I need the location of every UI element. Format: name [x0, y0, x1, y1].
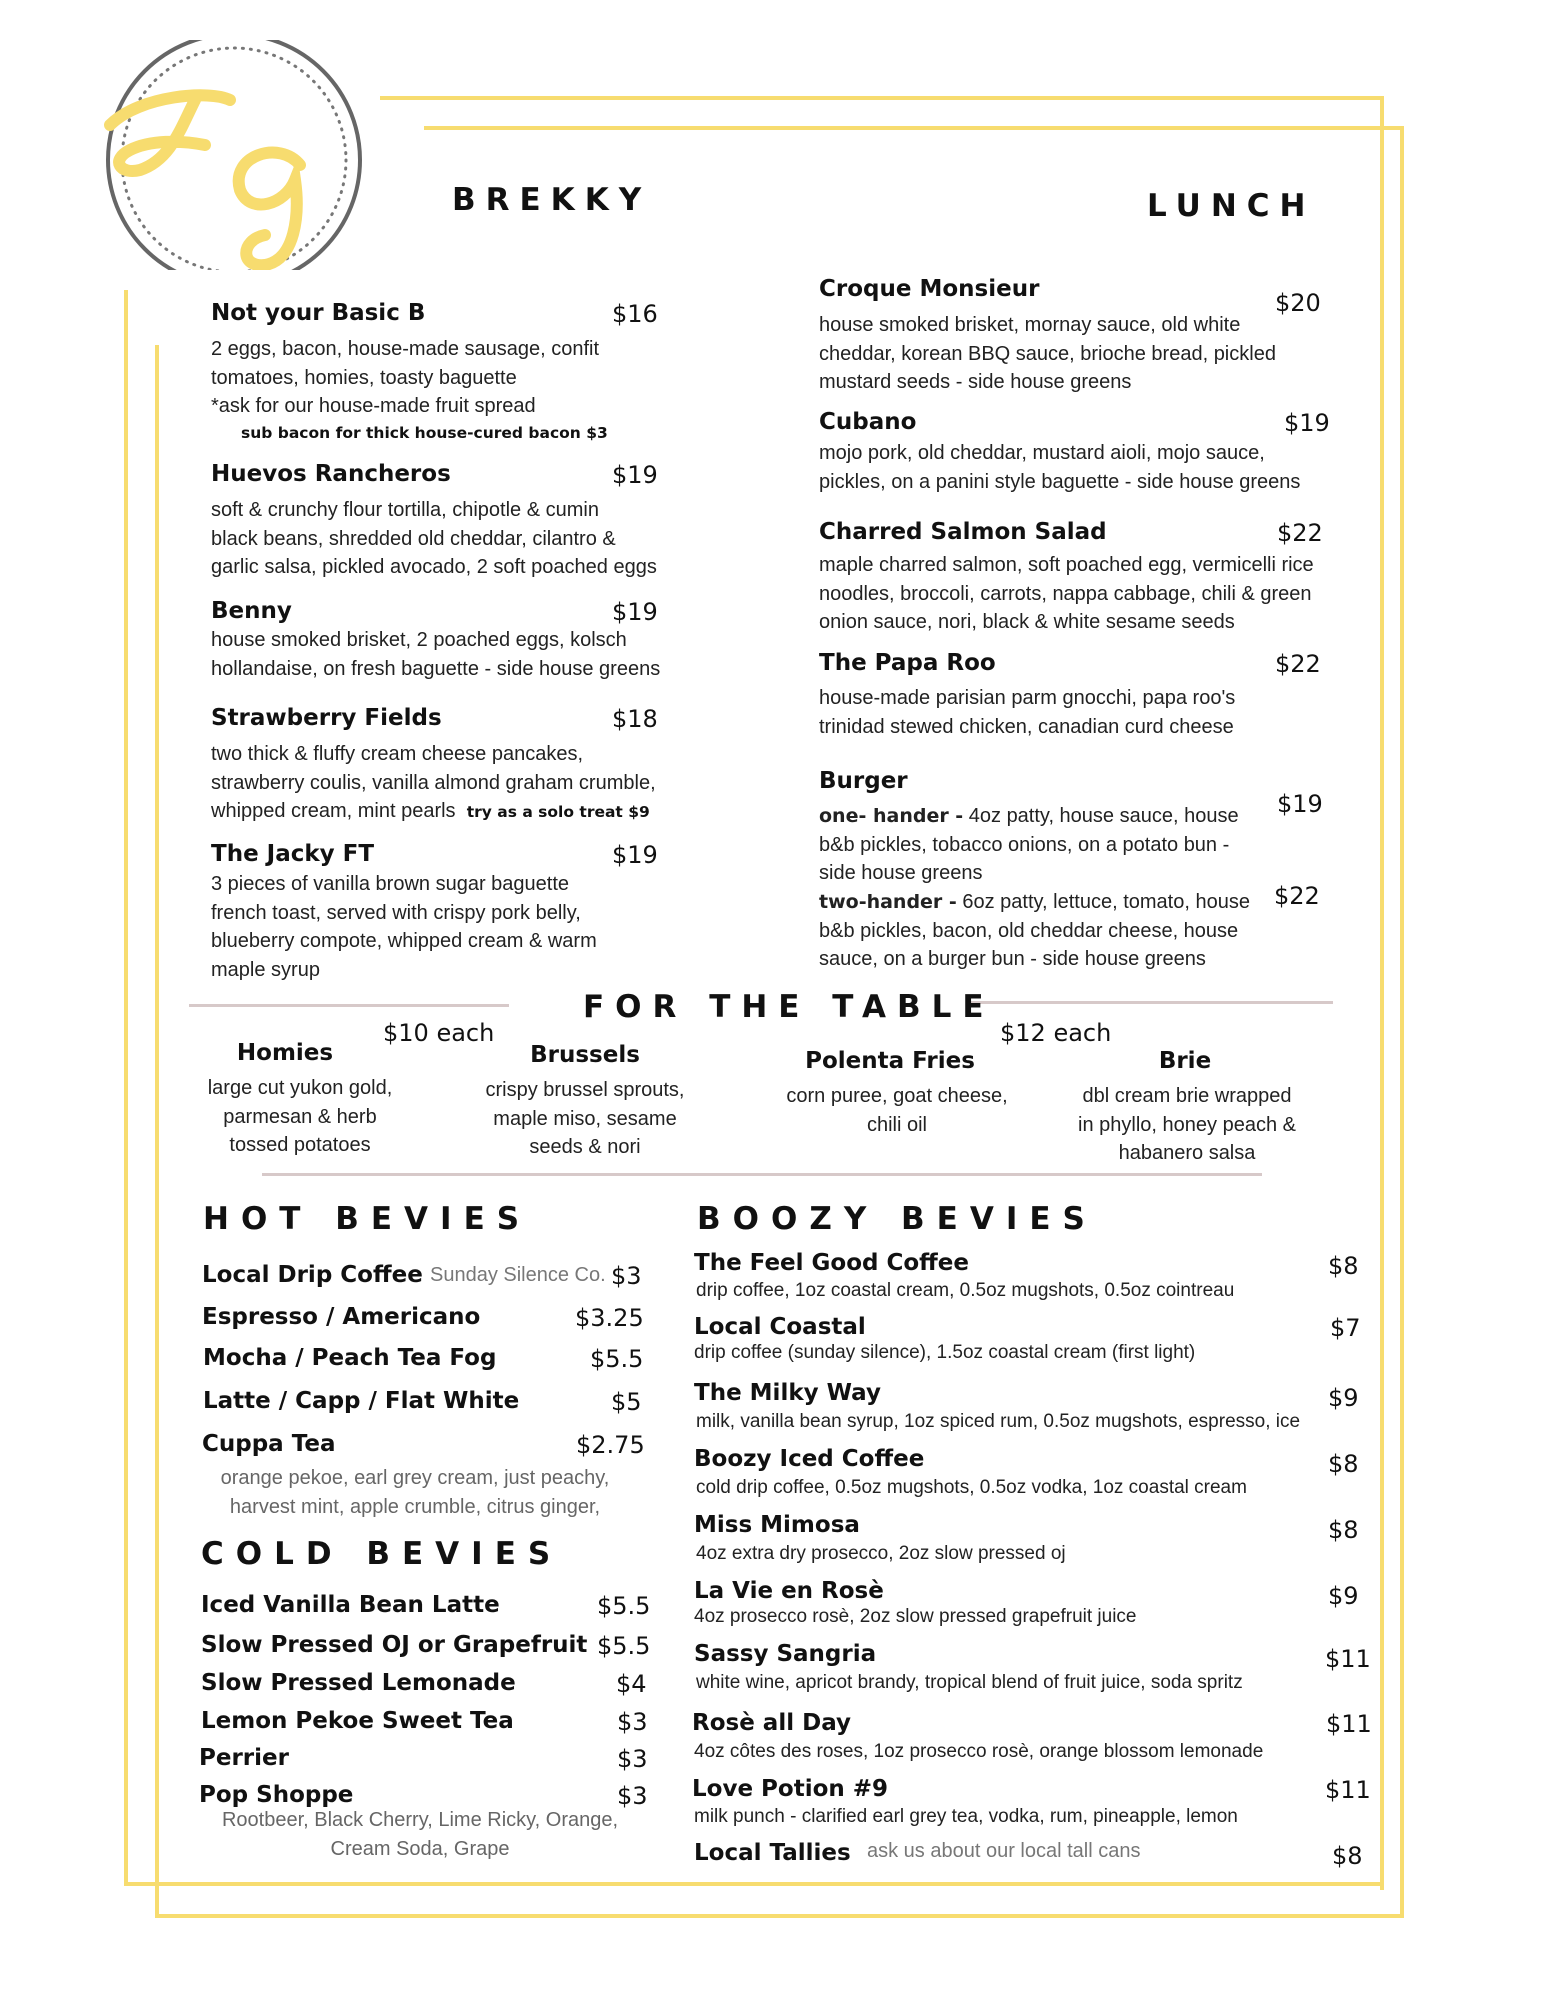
- boozy-item-price: $9: [1328, 1582, 1359, 1610]
- brekky-item-desc: 3 pieces of vanilla brown sugar baguette french toast, served with crispy pork belly, blueberry compote, whipped cream & warm maple syrup: [211, 873, 597, 981]
- burger-one-label: one- hander -: [819, 805, 964, 827]
- cold-item-price: $5.5: [597, 1592, 651, 1620]
- brekky-item-note: sub bacon for thick house-cured bacon $3: [241, 424, 608, 442]
- boozy-item-price: $8: [1332, 1842, 1363, 1870]
- boozy-item-name: Local Tallies: [694, 1840, 851, 1866]
- table-item-desc: large cut yukon gold, parmesan & herb tossed potatoes: [207, 1077, 393, 1156]
- burger-two-desc: two-hander - 6oz patty, lettuce, tomato, house b&b pickles, bacon, old cheddar cheese, house sauce, on a burger bun - side house greens: [819, 891, 1250, 970]
- table-price-right: $12 each: [1000, 1019, 1112, 1047]
- boozy-item-name: Sassy Sangria: [694, 1641, 877, 1667]
- lunch-item-price: $22: [1275, 650, 1321, 678]
- cold-item-price: $4: [616, 1670, 647, 1698]
- divider-bottom: [262, 1173, 1262, 1176]
- brekky-item-desc: house smoked brisket, 2 poached eggs, kolsch hollandaise, on fresh baguette - side house greens: [211, 629, 661, 680]
- cold-item-price: $5.5: [597, 1632, 651, 1660]
- hot-item-name: Cuppa Tea: [202, 1431, 336, 1457]
- lunch-title: LUNCH: [1147, 188, 1316, 224]
- brekky-item-price: $18: [612, 705, 658, 733]
- hot-item-price: $3: [611, 1262, 642, 1290]
- hot-item-price: $2.75: [576, 1431, 645, 1459]
- divider-right: [968, 1001, 1333, 1004]
- burger-one-desc: one- hander - 4oz patty, house sauce, house b&b pickles, tobacco onions, on a potato bun - side house greens: [819, 805, 1239, 884]
- cold-item-name: Pop Shoppe: [199, 1782, 354, 1808]
- boozy-item-desc: 4oz extra dry prosecco, 2oz slow pressed oj: [696, 1543, 1066, 1564]
- lunch-item-name: Burger: [819, 768, 908, 794]
- hot-item-price: $5: [611, 1388, 642, 1416]
- boozy-item-desc: 4oz côtes des roses, 1oz prosecco rosè, orange blossom lemonade: [694, 1741, 1264, 1762]
- hot-item-name: Latte / Capp / Flat White: [203, 1388, 520, 1414]
- cold-item-name: Slow Pressed Lemonade: [201, 1670, 516, 1696]
- table-item-name: Polenta Fries: [805, 1048, 975, 1074]
- boozy-item-name: The Milky Way: [694, 1380, 881, 1406]
- brekky-item-price: $16: [612, 300, 658, 328]
- boozy-item-price: $8: [1328, 1516, 1359, 1544]
- hot-item-price: $5.5: [590, 1345, 644, 1373]
- frame-left-line-inner: [155, 345, 159, 1917]
- brekky-item-name: Not your Basic B: [211, 300, 426, 326]
- boozy-item-desc: milk, vanilla bean syrup, 1oz spiced rum, 0.5oz mugshots, espresso, ice: [696, 1411, 1301, 1432]
- cold-title: COLD BEVIES: [201, 1536, 563, 1572]
- fg-logo: [100, 40, 370, 270]
- table-item-desc: dbl cream brie wrapped in phyllo, honey peach & habanero salsa: [1078, 1085, 1296, 1164]
- divider-left: [189, 1004, 509, 1007]
- lunch-item-name: Charred Salmon Salad: [819, 519, 1107, 545]
- lunch-item-name: The Papa Roo: [819, 650, 996, 676]
- lunch-item-desc: house smoked brisket, mornay sauce, old white cheddar, korean BBQ sauce, brioche bread, pickled mustard seeds - side house greens: [819, 314, 1276, 393]
- table-item-desc: crispy brussel sprouts, maple miso, sesame seeds & nori: [485, 1079, 685, 1158]
- cold-item-price: $3: [617, 1782, 648, 1810]
- lunch-item-name: Cubano: [819, 409, 917, 435]
- table-item-name: Brie: [1158, 1048, 1212, 1074]
- burger-two-label: two-hander -: [819, 891, 957, 913]
- brekky-item-name: The Jacky FT: [211, 841, 375, 867]
- boozy-item-name: La Vie en Rosè: [694, 1578, 884, 1604]
- hot-item-name: Mocha / Peach Tea Fog: [203, 1345, 497, 1371]
- brekky-item-name: Huevos Rancheros: [211, 461, 451, 487]
- table-item-name: Brussels: [530, 1042, 640, 1068]
- burger-one-price: $19: [1277, 790, 1323, 818]
- boozy-item-desc: 4oz prosecco rosè, 2oz slow pressed grapefruit juice: [694, 1606, 1137, 1627]
- lunch-item-price: $19: [1284, 409, 1330, 437]
- boozy-item-name: Boozy Iced Coffee: [694, 1446, 925, 1472]
- brekky-item-price: $19: [612, 461, 658, 489]
- cold-item-name: Iced Vanilla Bean Latte: [201, 1592, 500, 1618]
- boozy-title: BOOZY BEVIES: [697, 1201, 1097, 1237]
- boozy-item-price: $11: [1326, 1710, 1372, 1738]
- lunch-item-desc: maple charred salmon, soft poached egg, vermicelli rice noodles, broccoli, carrots, nappa cabbage, chili & green onion sauce, nori, black & white sesame seeds: [819, 554, 1314, 633]
- boozy-item-sub: ask us about our local tall cans: [867, 1840, 1141, 1862]
- lunch-item-desc: mojo pork, old cheddar, mustard aioli, mojo sauce, pickles, on a panini style baguette - side house greens: [819, 442, 1301, 493]
- cold-item-name: Slow Pressed OJ or Grapefruit: [201, 1632, 588, 1658]
- boozy-item-price: $8: [1328, 1252, 1359, 1280]
- frame-bottom-line-inner: [155, 1914, 1404, 1918]
- brekky-item-desc: two thick & fluffy cream cheese pancakes, strawberry coulis, vanilla almond graham crumble, whipped cream, mint pearls try as a solo treat $9: [211, 743, 656, 822]
- boozy-item-price: $11: [1325, 1776, 1371, 1804]
- boozy-item-name: The Feel Good Coffee: [694, 1250, 970, 1276]
- lunch-item-price: $20: [1275, 289, 1321, 317]
- boozy-item-price: $9: [1328, 1384, 1359, 1412]
- brekky-item-price: $19: [612, 841, 658, 869]
- brekky-item-name: Strawberry Fields: [211, 705, 442, 731]
- brekky-item-note: try as a solo treat $9: [466, 803, 650, 821]
- boozy-item-price: $11: [1325, 1645, 1371, 1673]
- boozy-item-name: Miss Mimosa: [694, 1512, 860, 1538]
- cold-item-name: Lemon Pekoe Sweet Tea: [201, 1708, 514, 1734]
- boozy-item-price: $8: [1328, 1450, 1359, 1478]
- hot-item-sub: Sunday Silence Co.: [430, 1264, 606, 1286]
- brekky-title: BREKKY: [452, 182, 652, 218]
- hot-title: HOT BEVIES: [203, 1201, 532, 1237]
- boozy-item-name: Rosè all Day: [692, 1710, 852, 1736]
- table-item-desc: corn puree, goat cheese, chili oil: [786, 1085, 1008, 1136]
- cold-item-price: $3: [617, 1745, 648, 1773]
- hot-item-name: Local Drip Coffee: [202, 1262, 423, 1288]
- boozy-item-price: $7: [1330, 1314, 1361, 1342]
- lunch-item-price: $22: [1277, 519, 1323, 547]
- table-item-name: Homies: [236, 1040, 334, 1066]
- boozy-item-desc: white wine, apricot brandy, tropical blend of fruit juice, soda spritz: [696, 1672, 1243, 1693]
- pop-list: Rootbeer, Black Cherry, Lime Ricky, Orange, Cream Soda, Grape: [221, 1809, 619, 1860]
- brekky-item-name: Benny: [211, 598, 292, 624]
- lunch-item-name: Croque Monsieur: [819, 276, 1040, 302]
- table-price-left: $10 each: [383, 1019, 495, 1047]
- boozy-item-name: Love Potion #9: [692, 1776, 889, 1802]
- cold-item-price: $3: [617, 1708, 648, 1736]
- table-title: FOR THE TABLE: [583, 989, 995, 1025]
- boozy-item-desc: drip coffee (sunday silence), 1.5oz coastal cream (first light): [694, 1342, 1196, 1363]
- lunch-item-desc: house-made parisian parm gnocchi, papa roo's trinidad stewed chicken, canadian curd cheese: [819, 687, 1236, 738]
- frame-bottom-line-outer: [124, 1882, 1380, 1886]
- cold-item-name: Perrier: [199, 1745, 289, 1771]
- boozy-item-desc: milk punch - clarified earl grey tea, vodka, rum, pineapple, lemon: [694, 1806, 1238, 1827]
- burger-two-price: $22: [1274, 882, 1320, 910]
- frame-left-line-outer: [124, 290, 128, 1885]
- brekky-item-desc: 2 eggs, bacon, house-made sausage, confit tomatoes, homies, toasty baguette *ask for our house-made fruit spread: [211, 338, 600, 417]
- boozy-item-name: Local Coastal: [694, 1314, 866, 1340]
- tea-list: orange pekoe, earl grey cream, just peachy, harvest mint, apple crumble, citrus ginger,: [220, 1467, 610, 1518]
- hot-item-name: Espresso / Americano: [202, 1304, 481, 1330]
- boozy-item-desc: drip coffee, 1oz coastal cream, 0.5oz mugshots, 0.5oz cointreau: [696, 1280, 1235, 1301]
- boozy-item-desc: cold drip coffee, 0.5oz mugshots, 0.5oz vodka, 1oz coastal cream: [696, 1477, 1247, 1498]
- brekky-item-price: $19: [612, 598, 658, 626]
- brekky-item-desc: soft & crunchy flour tortilla, chipotle & cumin black beans, shredded old cheddar, cilantro & garlic salsa, pickled avocado, 2 soft poached eggs: [211, 499, 657, 578]
- hot-item-price: $3.25: [575, 1304, 644, 1332]
